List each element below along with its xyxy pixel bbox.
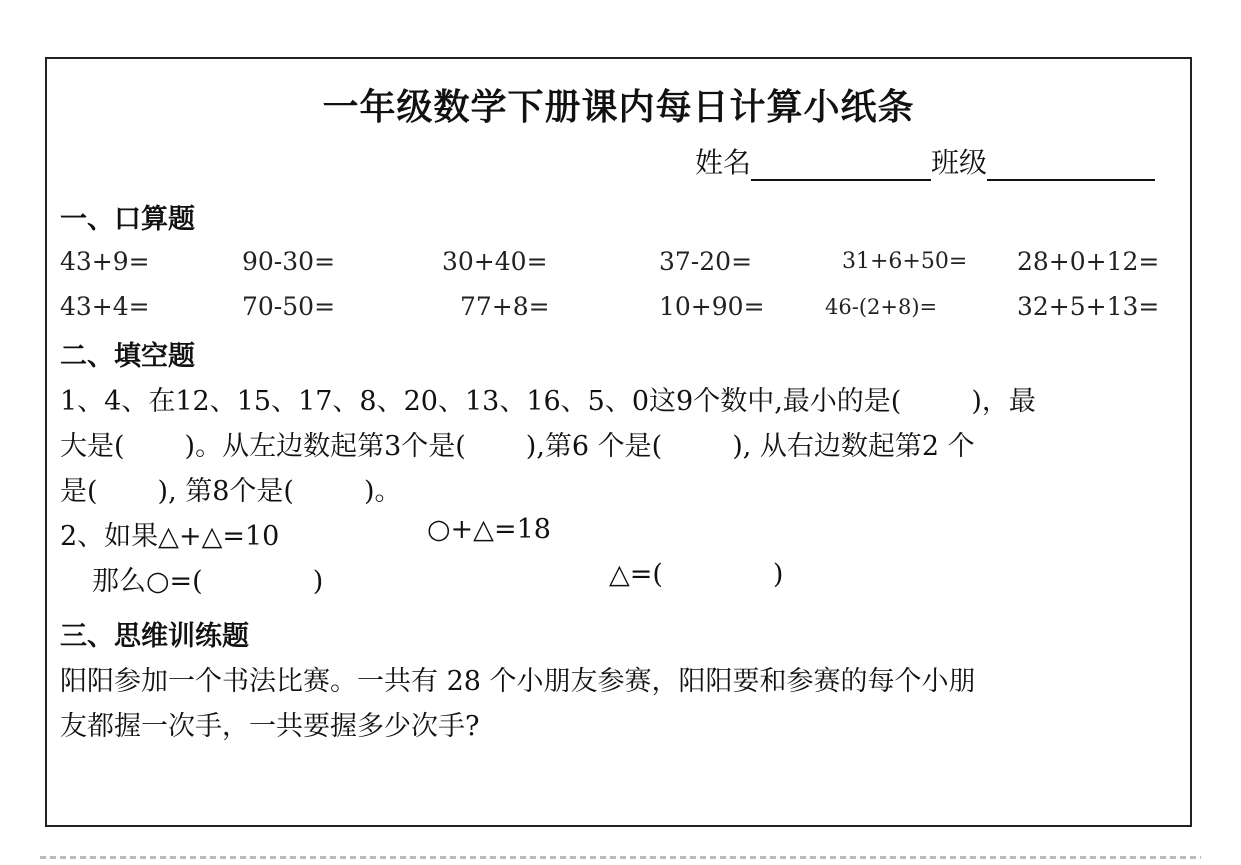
thinking-question-line2: 友都握一次手，一共要握多少次手?: [60, 711, 480, 742]
expr-r2-c6: 32+5+13=: [1017, 292, 1160, 321]
q1-line3-a: 是(: [60, 476, 98, 507]
section3-heading: 三、思维训练题: [60, 621, 249, 652]
section2-heading: 二、填空题: [60, 341, 195, 372]
fill-q1-line1: [60, 379, 1036, 418]
q1-line1-end: )，最: [971, 386, 1036, 417]
q2-circle-close: ): [312, 566, 324, 597]
q1-line1-text: 1、4、在12、15、17、8、20、13、16、5、0这9个数中,最小的是(: [60, 386, 902, 417]
expr-r1-c4: 37-20=: [659, 247, 753, 276]
q1-line2-d: ), 从右边数起第2 个: [732, 431, 975, 462]
q1-line2-b: )。从左边数起第3个是(: [184, 431, 466, 462]
expr-r2-c2: 70-50=: [242, 292, 336, 321]
q2-circle-label: 那么○=(: [92, 566, 203, 597]
class-label: 班级: [931, 146, 988, 179]
fill-q1-line3: [60, 469, 402, 508]
fill-q2-line1-b: ○+△=18: [427, 514, 551, 545]
expr-r1-c1: 43+9=: [60, 247, 150, 276]
expr-r1-c3: 30+40=: [442, 247, 548, 276]
expr-r1-c5: 31+6+50=: [842, 249, 968, 274]
fill-q1-line2: [60, 424, 975, 463]
thinking-question-line1: 阳阳参加一个书法比赛。一共有 28 个小朋友参赛，阳阳要和参赛的每个小朋: [60, 666, 976, 697]
q2-triangle-close: ): [772, 559, 784, 590]
expr-r1-c2: 90-30=: [242, 247, 336, 276]
expr-r1-c6: 28+0+12=: [1017, 247, 1160, 276]
name-label: 姓名: [695, 146, 752, 179]
page-bottom-divider: [40, 856, 1201, 859]
expr-r2-c4: 10+90=: [659, 292, 765, 321]
worksheet: [45, 57, 1192, 827]
fill-q2-line2-b: [609, 559, 783, 590]
q2-triangle-label: △=(: [609, 559, 663, 590]
q1-line3-c: )。: [363, 476, 402, 507]
name-blank[interactable]: [751, 149, 931, 181]
expr-r2-c5: 46-(2+8)=: [825, 295, 938, 319]
expr-r2-c1: 43+4=: [60, 292, 150, 321]
name-row: [695, 141, 1155, 181]
class-blank[interactable]: [987, 149, 1155, 181]
fill-q2-line1: 2、如果△+△=10: [60, 521, 280, 552]
q1-line2-a: 大是(: [60, 431, 125, 462]
fill-q2-line2: [92, 559, 323, 598]
section1-heading: 一、口算题: [60, 204, 195, 235]
q1-line3-b: ), 第8个是(: [157, 476, 294, 507]
q1-line2-c: ),第6 个是(: [525, 431, 663, 462]
expr-r2-c3: 77+8=: [460, 292, 550, 321]
worksheet-title: 一年级数学下册课内每日计算小纸条: [322, 87, 915, 128]
